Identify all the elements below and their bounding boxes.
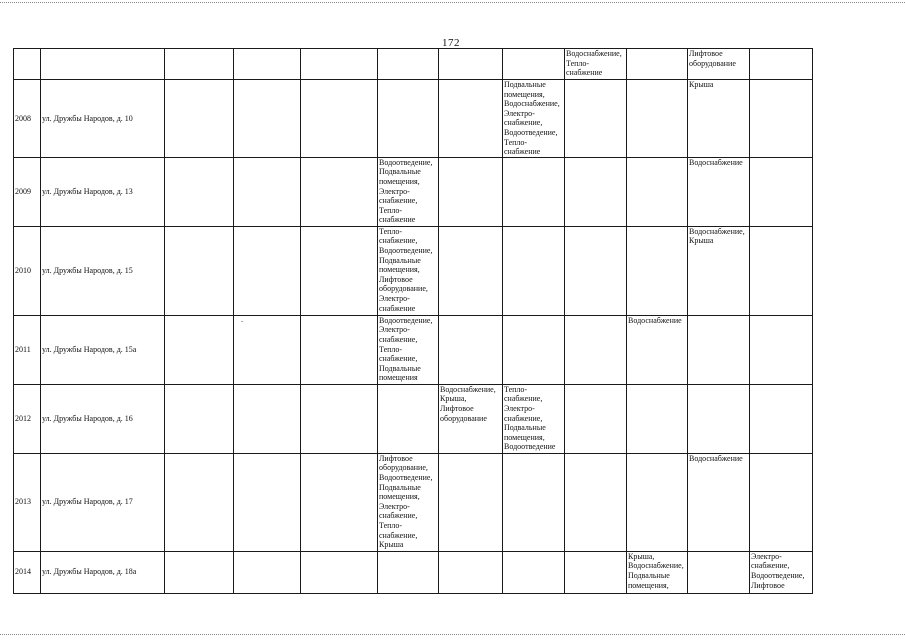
table-cell — [750, 49, 813, 80]
table-cell — [234, 157, 301, 226]
table-cell — [439, 315, 503, 384]
table-cell — [627, 226, 688, 315]
table-cell — [378, 551, 439, 593]
table-cell — [439, 157, 503, 226]
table-cell — [565, 384, 627, 453]
address-cell: ул. Дружбы Народов, д. 15 — [41, 226, 165, 315]
table-row-header — [14, 49, 813, 80]
page-top-edge — [0, 2, 905, 3]
table-cell — [301, 453, 378, 551]
table-row — [14, 384, 813, 453]
table-cell — [234, 49, 301, 80]
table-cell — [439, 226, 503, 315]
table-cell — [750, 226, 813, 315]
table-cell: Водоснабжение — [688, 453, 750, 551]
table-cell — [503, 453, 565, 551]
table-cell: Тепло-снабжение, Водоотведение, Подвальные помещения, Лифтовое оборудование, Электро-снабжение — [378, 226, 439, 315]
address-cell: ул. Дружбы Народов, д. 16 — [41, 384, 165, 453]
table-cell — [439, 453, 503, 551]
table-row — [14, 453, 813, 551]
table-cell — [439, 49, 503, 80]
table-cell: Крыша, Водоснабжение, Подвальные помещения, — [627, 551, 688, 593]
table-cell — [627, 157, 688, 226]
table-cell — [565, 551, 627, 593]
year-cell: 2012 — [14, 384, 41, 453]
table-cell — [378, 49, 439, 80]
table-cell — [165, 49, 234, 80]
address-cell: ул. Дружбы Народов, д. 17 — [41, 453, 165, 551]
table-cell — [688, 551, 750, 593]
table-cell — [503, 551, 565, 593]
table-cell — [750, 80, 813, 158]
table-cell: Водоснабжение, Тепло-снабжение — [565, 49, 627, 80]
table-cell — [627, 80, 688, 158]
table-cell — [165, 384, 234, 453]
table-cell: Водоотведение, Электро-снабжение, Тепло-снабжение, Подвальные помещения — [378, 315, 439, 384]
page-bottom-edge — [0, 634, 905, 635]
table-cell — [41, 49, 165, 80]
table-cell — [301, 49, 378, 80]
table-cell — [439, 80, 503, 158]
table-cell — [234, 453, 301, 551]
year-cell: 2013 — [14, 453, 41, 551]
address-cell: ул. Дружбы Народов, д. 15а — [41, 315, 165, 384]
table-cell — [234, 384, 301, 453]
table-cell — [627, 384, 688, 453]
table-cell: Водоотведение, Подвальные помещения, Электро-снабжение, Тепло-снабжение — [378, 157, 439, 226]
table-cell — [234, 315, 301, 384]
table-cell — [503, 226, 565, 315]
table-cell — [439, 551, 503, 593]
year-cell: 2009 — [14, 157, 41, 226]
table-cell — [165, 315, 234, 384]
table-cell — [378, 384, 439, 453]
table-cell: Тепло-снабжение, Электро-снабжение, Подвальные помещения, Водоотведение — [503, 384, 565, 453]
repair-schedule-table — [13, 48, 813, 594]
table-cell — [503, 315, 565, 384]
table-cell — [165, 551, 234, 593]
table-cell — [165, 453, 234, 551]
table-cell — [565, 453, 627, 551]
table-cell — [565, 315, 627, 384]
table-cell — [301, 226, 378, 315]
table-row — [14, 551, 813, 593]
table-cell: Лифтовое оборудование, Водоотведение, Подвальные помещения, Электро-снабжение, Тепло-снабжение, Крыша — [378, 453, 439, 551]
table-cell: Электро-снабжение, Водоотведение, Лифтовое — [750, 551, 813, 593]
table-row — [14, 315, 813, 384]
table-cell: Подвальные помещения, Водоснабжение, Электро-снабжение, Водоотведение, Тепло-снабжение — [503, 80, 565, 158]
table-cell — [301, 551, 378, 593]
table-cell — [565, 80, 627, 158]
table-cell: Водоснабжение, Крыша — [688, 226, 750, 315]
table-cell: Водоснабжение — [627, 315, 688, 384]
table-cell — [565, 157, 627, 226]
table-cell — [165, 157, 234, 226]
dash-mark: - — [241, 316, 244, 325]
table-cell — [627, 453, 688, 551]
table-cell — [688, 384, 750, 453]
table-row — [14, 226, 813, 315]
table-cell: Лифтовое оборудование — [688, 49, 750, 80]
table-cell — [378, 80, 439, 158]
table-cell — [688, 315, 750, 384]
table-cell — [627, 49, 688, 80]
table-cell — [234, 80, 301, 158]
table-cell — [165, 226, 234, 315]
year-cell: 2011 — [14, 315, 41, 384]
table-cell — [750, 384, 813, 453]
table-row — [14, 157, 813, 226]
year-cell: 2014 — [14, 551, 41, 593]
table-cell — [750, 453, 813, 551]
table-cell: Крыша — [688, 80, 750, 158]
table-cell — [503, 157, 565, 226]
table-cell: Водоснабжение — [688, 157, 750, 226]
table-cell — [750, 315, 813, 384]
table-cell: Водоснабжение, Крыша, Лифтовое оборудование — [439, 384, 503, 453]
year-cell: 2010 — [14, 226, 41, 315]
page-number: 172 — [442, 37, 460, 49]
table-cell — [165, 80, 234, 158]
table-cell — [234, 551, 301, 593]
address-cell: ул. Дружбы Народов, д. 18а — [41, 551, 165, 593]
table-cell — [301, 384, 378, 453]
table-cell — [301, 315, 378, 384]
address-cell: ул. Дружбы Народов, д. 10 — [41, 80, 165, 158]
table-cell — [750, 157, 813, 226]
table-row — [14, 80, 813, 158]
table-cell — [503, 49, 565, 80]
table-cell — [14, 49, 41, 80]
table-cell — [301, 157, 378, 226]
year-cell: 2008 — [14, 80, 41, 158]
table-cell — [301, 80, 378, 158]
table-cell — [234, 226, 301, 315]
address-cell: ул. Дружбы Народов, д. 13 — [41, 157, 165, 226]
table-cell — [565, 226, 627, 315]
